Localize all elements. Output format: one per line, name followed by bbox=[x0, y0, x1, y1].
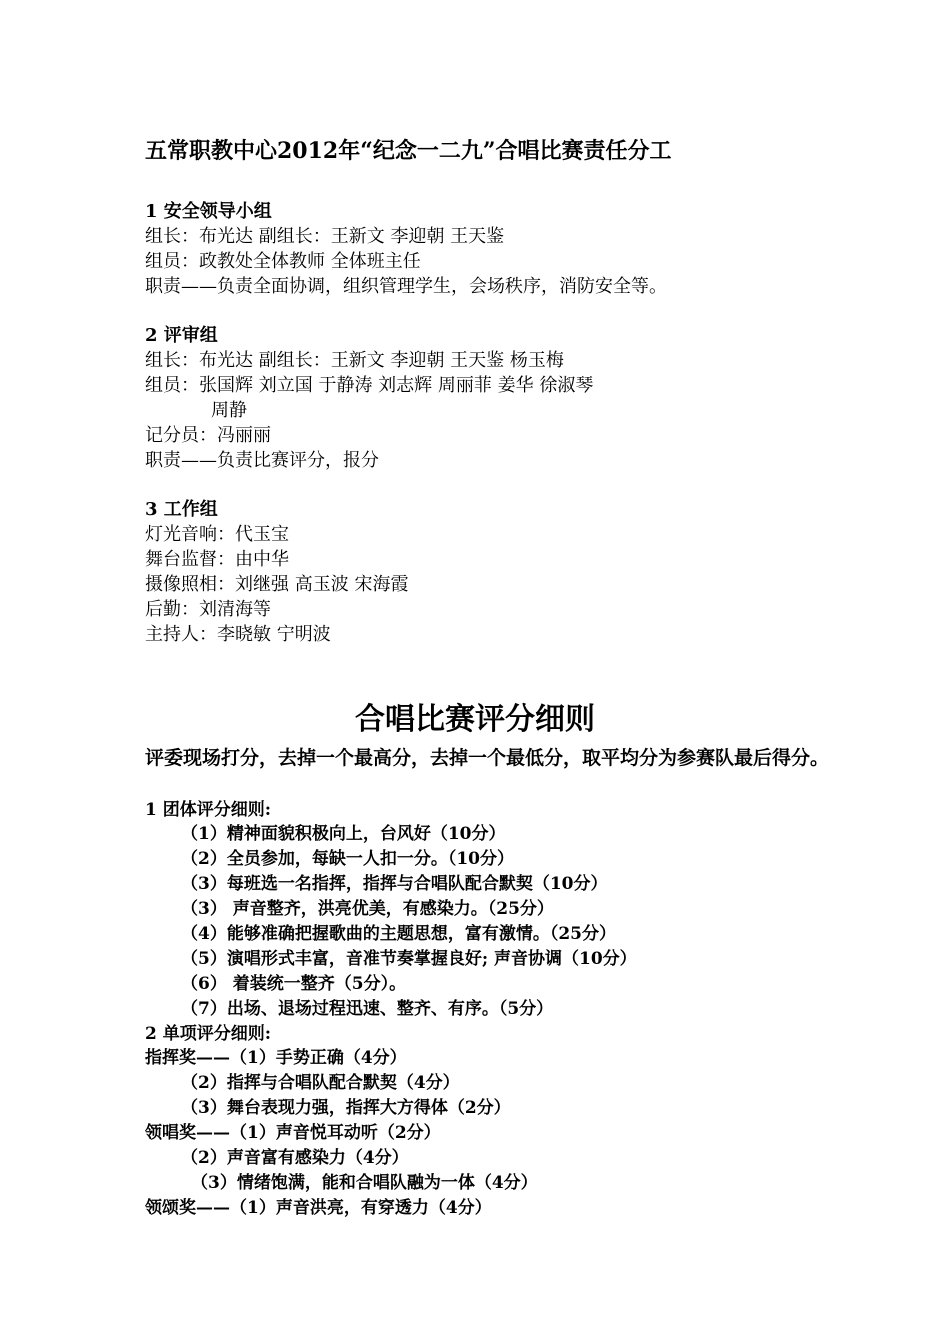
single-rule-line: 领唱奖——（1）声音悦耳动听（2分） bbox=[145, 1123, 441, 1143]
section-line: 灯光音响：代玉宝 bbox=[145, 524, 289, 545]
section-line: 职责——负责比赛评分，报分 bbox=[145, 450, 379, 471]
section-line: 后勤：刘清海等 bbox=[145, 599, 271, 620]
group-rule-item: （4）能够准确把握歌曲的主题思想，富有激情。（25分） bbox=[181, 924, 616, 944]
group-rule-item: （5）演唱形式丰富，音准节奏掌握良好; 声音协调（10分） bbox=[181, 949, 637, 969]
section-line: 记分员：冯丽丽 bbox=[145, 425, 271, 446]
group-rule-item: （6） 着装统一整齐（5分）。 bbox=[181, 974, 407, 994]
section-line: 周静 bbox=[211, 400, 247, 421]
group-rules-heading: 1 团体评分细则: bbox=[145, 800, 272, 820]
single-rule-line: 领颂奖——（1）声音洪亮，有穿透力（4分） bbox=[145, 1198, 492, 1218]
single-rule-line: （2）声音富有感染力（4分） bbox=[181, 1148, 409, 1168]
single-rules-heading: 2 单项评分细则: bbox=[145, 1024, 272, 1044]
group-rule-item: （7）出场、退场过程迅速、整齐、有序。（5分） bbox=[181, 999, 554, 1019]
section-line: 主持人：李晓敏 宁明波 bbox=[145, 624, 331, 645]
section-line: 摄像照相：刘继强 高玉波 宋海霞 bbox=[145, 574, 409, 595]
section-line: 组员：政教处全体教师 全体班主任 bbox=[145, 251, 421, 272]
group-rule-item: （3） 声音整齐，洪亮优美，有感染力。（25分） bbox=[181, 899, 554, 919]
section-heading-judging: 2 评审组 bbox=[145, 325, 218, 346]
section-line: 组长：布光达 副组长：王新文 李迎朝 王天鉴 杨玉梅 bbox=[145, 350, 564, 371]
single-rule-line: （2）指挥与合唱队配合默契（4分） bbox=[181, 1073, 460, 1093]
section-line: 组长：布光达 副组长：王新文 李迎朝 王天鉴 bbox=[145, 226, 505, 247]
section-line: 舞台监督：由中华 bbox=[145, 549, 289, 570]
single-rule-line: 指挥奖——（1）手势正确（4分） bbox=[145, 1048, 407, 1068]
section-heading-safety: 1 安全领导小组 bbox=[145, 201, 272, 222]
group-rule-item: （2）全员参加，每缺一人扣一分。（10分） bbox=[181, 849, 514, 869]
rules-intro: 评委现场打分，去掉一个最高分，去掉一个最低分，取平均分为参赛队最后得分。 bbox=[145, 747, 830, 769]
section-heading-work: 3 工作组 bbox=[145, 499, 218, 520]
document-title: 五常职教中心2012年“纪念一二九”合唱比赛责任分工 bbox=[145, 138, 672, 164]
rules-title: 合唱比赛评分细则 bbox=[355, 702, 595, 737]
group-rule-item: （1）精神面貌积极向上，台风好（10分） bbox=[181, 824, 506, 844]
single-rule-line: （3）情绪饱满，能和合唱队融为一体（4分） bbox=[191, 1173, 538, 1193]
section-line: 职责——负责全面协调，组织管理学生，会场秩序，消防安全等。 bbox=[145, 276, 667, 297]
section-line: 组员：张国辉 刘立国 于静涛 刘志辉 周丽菲 姜华 徐淑琴 bbox=[145, 375, 594, 396]
group-rule-item: （3）每班选一名指挥，指挥与合唱队配合默契（10分） bbox=[181, 874, 608, 894]
single-rule-line: （3）舞台表现力强，指挥大方得体（2分） bbox=[181, 1098, 511, 1118]
